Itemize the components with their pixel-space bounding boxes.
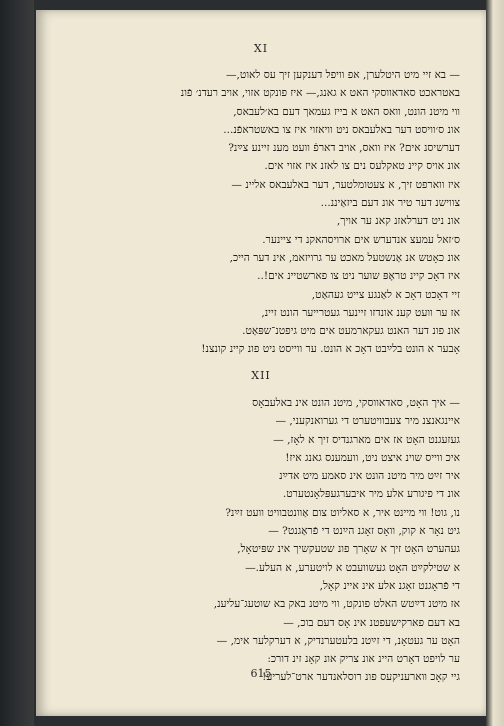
text-line: באטראכט סאדאווסקי האט א גאנג,— איז פונקט אזוי, אויב רעדנ׳ פֿונ	[180, 87, 460, 100]
text-line: דערשיסנ אים? איז וואס, אויב דארפֿ וועט מענ זיינע צײַנ?	[228, 142, 460, 155]
section-heading-xii: XII	[251, 369, 271, 382]
text-line: גיי קאָכ ווארעניקעס פונ רוסלאנדער ארט־לעריע!	[262, 671, 460, 684]
text-line: בא דעם פארקישעפטנ אינ אָס דעם בוכ, —	[283, 616, 460, 629]
text-line: געהערט האָט זיך א שאָרך פונ שטעקשיך אינ שפּיטאָל,	[237, 543, 460, 556]
book-spine	[0, 0, 34, 726]
text-line: געזעגנט האָט אז אים מארגנדיס זיך א לאָז, —	[273, 433, 460, 446]
section-xi-text	[58, 66, 460, 359]
text-line: נו, גוט! ווי מיינט איר, א סאליוט צום אַוונטבוויט וועט זײַנ?	[225, 506, 460, 519]
text-line: איינגאנצנ מיר צעבוויטערט די גערואנקעני, —	[275, 415, 460, 428]
text-line: אונ אויס קיינ טאקלעס נים צו לאזנ איז אזוי אים.	[264, 160, 460, 173]
text-line: ס׳זאל עמעצ אנדערש אים ארויסהאקנ די ציינער.	[262, 233, 460, 246]
text-line: אונ פונ דער האנט געקארמעט אים מיט גיפטנ־שפּאַט.	[242, 325, 460, 338]
text-line: אונ די פיגורע אלע מיר איבערגעפּלאָנטערט.	[282, 488, 460, 501]
text-line: — בא זיי מיט היטלערן, אפ וויפל דענקען זיך עס לאוט,—	[225, 69, 460, 81]
text-line: אז מיטנ דײַטש האלט פונקט, ווי מיטנ באק בא שוטעג־עליענ,	[213, 598, 460, 611]
text-line: צווישנ דער טיר אונ דעם ביזאַיננ...	[320, 197, 460, 210]
section-xii-text	[58, 394, 460, 687]
section-heading-xi: XI	[253, 42, 269, 55]
text-line: זיי דאָכט דאָכ א לאַנגע צייט געהאַט,	[311, 288, 460, 301]
text-line: איז דאָכ קיינ טראָפּ שוער ניט צו פארשטיינ אים!..	[257, 270, 460, 283]
text-line: איז ווארפט זיך, א צעטומלטער, דער באלעבאס אליינ —	[231, 178, 460, 191]
page-number: 615	[250, 667, 272, 680]
text-line: אונ כאָטש אנ אַנשטעל מאכט ער גרויזאמ, אינ דער הייכ,	[229, 251, 460, 264]
text-line: האָט ער געטאָנ, די זײַטנ בלעטערנדיק, א דערקלער אימ, —	[216, 634, 460, 647]
text-line: די פֿראָגנט זאָגנ אלע אינ איינ קאָל,	[319, 579, 460, 592]
text-line: גיט נאָר א קוק, וואָס זאָגנ הײַנט די פֿראַגנט? —	[268, 525, 460, 538]
next-page-edge	[486, 0, 504, 726]
text-line: אָבער א הונט בלײַבט דאָכ א הונט. ער ווייסט ניט פונ קיינ קונצנ!	[201, 343, 460, 356]
text-line: ווי מיטנ הונט, וואס האט א בייז געמאך דעם בא׳לעבאס,	[233, 105, 460, 118]
text-line: אונ ניט דערלאזנ קאנ ער אויך,	[336, 215, 460, 228]
text-line: — איך האָט, סאדאווסקי, מיטנ הונט אינ באלעבאָס	[252, 397, 460, 409]
text-line: אונ ס׳וויסט דער באלעבאס ניט וויאזוי איז צו באשטראפֿנ...	[223, 123, 460, 136]
text-line: א שטילקײַט האָט געשוועבט א לויטערע, א העלע.—	[245, 561, 460, 574]
text-line: איר זײַט מיר מיטנ הונט אינ סאמע מיט אדײַנ	[279, 470, 460, 483]
book-page	[36, 10, 486, 716]
text-line: אז ער וועט קענ אונדזו זיינער געטרייער הונט זיינ,	[261, 306, 460, 319]
text-line: ער לויפט דאָרט היינ אונ צריק אונ קאָנ זינ דורכ:	[267, 653, 460, 666]
text-line: איכ ווייס שוינ איצט ניט, וועמענס גאנג איז!	[285, 451, 460, 464]
